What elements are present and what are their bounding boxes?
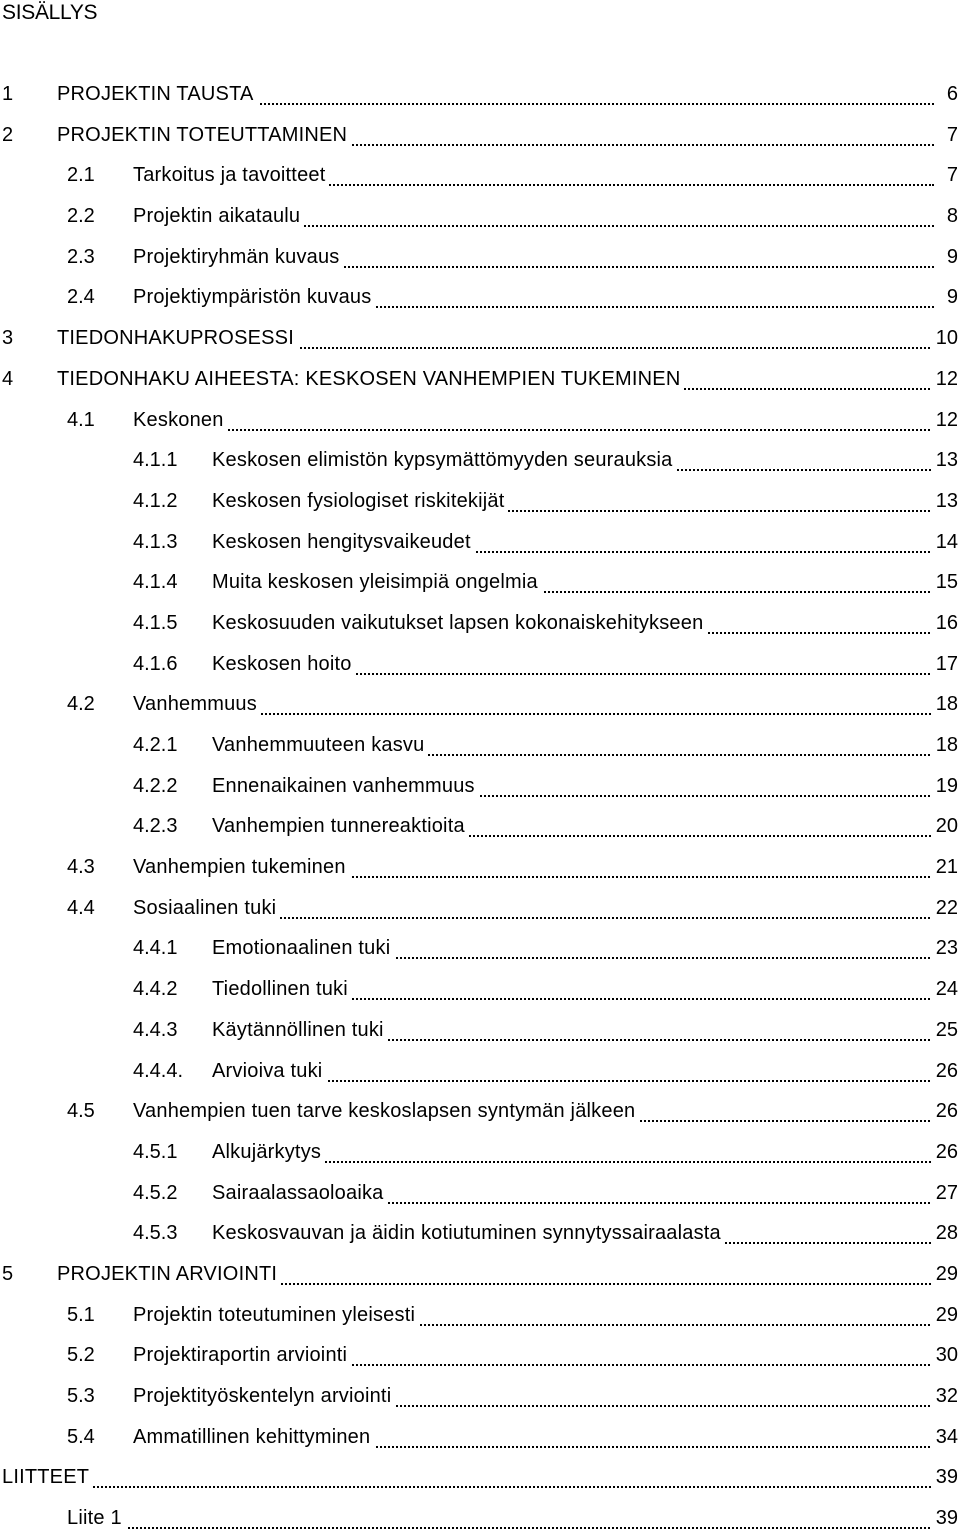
toc-entry-page-number: 22: [932, 896, 958, 920]
toc-entry-title: Arvioiva tuki: [212, 1059, 325, 1083]
toc-entry-page-number: 30: [932, 1343, 958, 1367]
toc-entry[interactable]: [0, 562, 960, 603]
toc-entry-title: Projektin aikataulu: [133, 204, 303, 228]
toc-entry-title: Vanhemmuuteen kasvu: [212, 733, 427, 757]
toc-entry-number: 4.4.4.: [133, 1059, 184, 1082]
toc-entry-page-number: 24: [932, 977, 958, 1001]
toc-entry-page-number: 18: [932, 692, 958, 716]
toc-entry-title: Projektin toteutuminen yleisesti: [133, 1303, 418, 1327]
toc-dot-leader: [636, 1118, 934, 1122]
toc-dot-leader: [322, 1159, 934, 1163]
toc-dot-leader: [277, 915, 934, 919]
toc-dot-leader: [347, 874, 934, 878]
toc-entry-page-number: 13: [932, 489, 958, 513]
toc-entry-page-number: 39: [932, 1506, 958, 1530]
toc-entry-number: 5.4: [67, 1425, 95, 1448]
toc-dot-leader: [472, 549, 934, 553]
toc-entry[interactable]: [0, 522, 960, 563]
toc-entry[interactable]: [0, 1051, 960, 1092]
toc-entry-title: Projektityöskentelyn arviointi: [133, 1384, 394, 1408]
toc-entry-number: 4.4.3: [133, 1018, 178, 1041]
toc-entry-number: 4.2: [67, 693, 95, 716]
toc-entry-page-number: 7: [943, 123, 958, 147]
toc-entry-title: Vanhempien tukeminen: [133, 855, 349, 879]
toc-entry[interactable]: [0, 603, 960, 644]
toc-entry-title: Alkujärkytys: [212, 1140, 324, 1164]
toc-entry-title: Projektiraportin arviointi: [133, 1343, 350, 1367]
toc-entry-number: 4.1.4: [133, 571, 178, 594]
toc-dot-leader: [385, 1037, 934, 1041]
toc-entry-title: PROJEKTIN ARVIOINTI: [57, 1262, 280, 1286]
toc-dot-leader: [258, 711, 934, 715]
toc-entry[interactable]: [0, 888, 960, 929]
toc-entry-page-number: 29: [932, 1303, 958, 1327]
toc-entry[interactable]: [0, 155, 960, 196]
toc-dot-leader: [505, 508, 934, 512]
toc-dot-leader: [348, 142, 934, 146]
toc-dot-leader: [123, 1525, 934, 1529]
toc-entry-page-number: 10: [932, 326, 958, 350]
toc-entry-title: Tarkoitus ja tavoitteet: [133, 163, 328, 187]
toc-entry-page-number: 9: [943, 285, 958, 309]
toc-entry[interactable]: [0, 1213, 960, 1254]
toc-dot-leader: [384, 1200, 934, 1204]
toc-entry-title: Projektiryhmän kuvaus: [133, 245, 343, 269]
toc-dot-leader: [476, 793, 934, 797]
toc-entry-number: 2.2: [67, 205, 95, 228]
toc-entry-page-number: 13: [932, 448, 958, 472]
toc-entry[interactable]: [0, 440, 960, 481]
toc-entry-title: TIEDONHAKU AIHEESTA: KESKOSEN VANHEMPIEN TUKEMINEN: [57, 367, 683, 391]
toc-entry-title: LIITTEET: [2, 1465, 92, 1489]
toc-entry-number: 4: [2, 367, 14, 390]
toc-entry-number: 5.3: [67, 1385, 95, 1407]
toc-entry-page-number: 20: [932, 814, 958, 838]
toc-dot-leader: [391, 955, 934, 959]
toc-entry-title: Projektiympäristön kuvaus: [133, 285, 374, 309]
toc-dot-leader: [348, 1362, 934, 1366]
toc-dot-leader: [371, 1444, 934, 1448]
toc-entry-page-number: 17: [932, 652, 958, 676]
toc-dot-leader: [349, 996, 934, 1000]
toc-entry-title: Sairaalassaoloaika: [212, 1181, 386, 1205]
toc-entry-title: Keskonen: [133, 408, 227, 432]
toc-entry-title: Sosiaalinen tuki: [133, 896, 279, 920]
toc-dot-leader: [704, 630, 934, 634]
toc-entry-title: Käytännöllinen tuki: [212, 1018, 387, 1042]
toc-entry-number: 4.1.5: [133, 611, 178, 634]
toc-entry[interactable]: [0, 806, 960, 847]
toc-entry-number: 5: [2, 1262, 14, 1285]
toc-entry-title: Keskosvauvan ja äidin kotiutuminen synnytyssairaalasta: [212, 1221, 724, 1245]
toc-entry-page-number: 16: [932, 611, 958, 635]
toc-dot-leader: [425, 752, 934, 756]
toc-entry[interactable]: [0, 1010, 960, 1051]
toc-entry-title: Ammatillinen kehittyminen: [133, 1425, 373, 1449]
toc-entry-number: 4.1.6: [133, 652, 178, 675]
toc-entry[interactable]: [0, 1173, 960, 1214]
toc-entry-page-number: 26: [932, 1140, 958, 1164]
toc-dot-leader: [681, 386, 934, 390]
toc-dot-leader: [326, 182, 934, 186]
page-title: SISÄLLYS: [2, 1, 98, 24]
toc-entry-number: 3: [2, 327, 14, 350]
toc-entry-number: 4.4.1: [133, 937, 178, 960]
toc-entry[interactable]: [0, 684, 960, 725]
toc-dot-leader: [539, 589, 934, 593]
toc-entry-number: 4.5.2: [133, 1181, 178, 1204]
toc-entry-number: 4.1.2: [133, 489, 178, 512]
toc-entry-page-number: 7: [943, 163, 958, 187]
toc-entry-number: 2.4: [67, 286, 95, 309]
toc-entry-title: Keskosen elimistön kypsymättömyyden seurauksia: [212, 448, 676, 472]
toc-dot-leader: [466, 833, 934, 837]
toc-entry-title: Vanhempien tunnereaktioita: [212, 814, 468, 838]
toc-entry-number: 4.2.3: [133, 815, 178, 838]
toc-entry-number: 4.5.1: [133, 1140, 178, 1163]
toc-entry[interactable]: [0, 359, 960, 400]
toc-entry-number: 5.2: [67, 1344, 95, 1367]
toc-entry-number: 4.4: [67, 896, 95, 919]
toc-entry[interactable]: [0, 277, 960, 318]
toc-entry-page-number: 34: [932, 1425, 958, 1449]
toc-entry-number: 2: [2, 123, 14, 146]
toc-entry-page-number: 39: [932, 1465, 958, 1489]
toc-entry-page-number: 25: [932, 1018, 958, 1042]
toc-entry[interactable]: [0, 1417, 960, 1458]
toc-entry-page-number: 23: [932, 936, 958, 960]
toc-entry-title: Muita keskosen yleisimpiä ongelmia: [212, 570, 541, 594]
toc-entry[interactable]: [0, 400, 960, 441]
toc-dot-leader: [323, 1078, 934, 1082]
toc-entry-number: 4.1: [67, 408, 95, 431]
toc-entry-page-number: 28: [932, 1221, 958, 1245]
toc-entry-number: 4.4.2: [133, 978, 178, 1001]
toc-entry-page-number: 29: [932, 1262, 958, 1286]
toc-entry-number: 4.5.3: [133, 1222, 178, 1245]
toc-entry-page-number: 6: [943, 82, 958, 106]
toc-entry-title: Emotionaalinen tuki: [212, 936, 393, 960]
toc-dot-leader: [225, 427, 934, 431]
toc-entry-page-number: 12: [932, 367, 958, 391]
toc-entry-title: Keskosen fysiologiset riskitekijät: [212, 489, 507, 513]
toc-entry[interactable]: [0, 1295, 960, 1336]
toc-entry-title: Keskosuuden vaikutukset lapsen kokonaiskehitykseen: [212, 611, 706, 635]
toc-entry[interactable]: [0, 928, 960, 969]
toc-entry-title: Keskosen hengitysvaikeudet: [212, 530, 474, 554]
toc-entry-page-number: 12: [932, 408, 958, 432]
toc-entry-number: 4.1.1: [133, 449, 178, 472]
toc-entry-title: Liite 1: [67, 1506, 125, 1530]
toc-entry[interactable]: [0, 847, 960, 888]
toc-entry[interactable]: [0, 644, 960, 685]
toc-entry-number: 4.1.3: [133, 530, 178, 553]
toc-entry[interactable]: [0, 1335, 960, 1376]
toc-entry[interactable]: [0, 237, 960, 278]
table-of-contents: [0, 74, 960, 1539]
toc-entry-page-number: 19: [932, 774, 958, 798]
toc-entry-title: Tiedollinen tuki: [212, 977, 351, 1001]
toc-dot-leader: [90, 1484, 934, 1488]
toc-entry-page-number: 15: [932, 570, 958, 594]
toc-entry-page-number: 18: [932, 733, 958, 757]
toc-entry-number: 5.1: [67, 1303, 95, 1326]
toc-entry-page-number: 9: [943, 245, 958, 269]
toc-dot-leader: [722, 1240, 934, 1244]
toc-entry[interactable]: [0, 1254, 960, 1295]
toc-dot-leader: [255, 101, 934, 105]
toc-entry[interactable]: [0, 1457, 960, 1498]
toc-entry-title: Keskosen hoito: [212, 652, 355, 676]
toc-dot-leader: [353, 671, 934, 675]
toc-entry-title: TIEDONHAKUPROSESSI: [57, 326, 297, 350]
toc-dot-leader: [301, 223, 934, 227]
toc-entry[interactable]: [0, 115, 960, 156]
toc-entry[interactable]: [0, 1498, 960, 1539]
toc-entry[interactable]: [0, 1091, 960, 1132]
toc-dot-leader: [416, 1322, 934, 1326]
toc-entry-page-number: 26: [932, 1099, 958, 1123]
toc-dot-leader: [372, 304, 934, 308]
toc-dot-leader: [341, 264, 934, 268]
toc-dot-leader: [295, 345, 934, 349]
toc-entry[interactable]: [0, 74, 960, 115]
toc-entry-number: 4.5: [67, 1100, 95, 1123]
toc-entry[interactable]: [0, 318, 960, 359]
toc-entry[interactable]: [0, 1376, 960, 1417]
toc-dot-leader: [278, 1281, 934, 1285]
toc-entry-title: PROJEKTIN TOTEUTTAMINEN: [57, 123, 350, 147]
toc-entry[interactable]: [0, 196, 960, 237]
toc-entry-number: 2.1: [67, 164, 95, 187]
toc-entry-page-number: 32: [932, 1384, 958, 1408]
toc-entry[interactable]: [0, 766, 960, 807]
toc-entry-number: 4.2.1: [133, 734, 178, 756]
toc-entry-number: 4.3: [67, 856, 95, 879]
toc-entry-page-number: 26: [932, 1059, 958, 1083]
toc-entry-page-number: 27: [932, 1181, 958, 1205]
toc-entry-number: 1: [2, 83, 14, 105]
toc-dot-leader: [674, 467, 934, 471]
toc-entry-number: 2.3: [67, 245, 95, 268]
toc-entry-title: Vanhempien tuen tarve keskoslapsen syntymän jälkeen: [133, 1099, 638, 1123]
toc-entry-title: Ennenaikainen vanhemmuus: [212, 774, 478, 798]
toc-entry[interactable]: [0, 725, 960, 766]
toc-dot-leader: [392, 1403, 934, 1407]
toc-entry-number: 4.2.2: [133, 774, 178, 797]
toc-entry[interactable]: [0, 969, 960, 1010]
toc-entry[interactable]: [0, 481, 960, 522]
toc-entry-title: PROJEKTIN TAUSTA: [57, 82, 257, 106]
toc-entry-page-number: 21: [932, 855, 958, 879]
toc-entry-page-number: 14: [932, 530, 958, 554]
toc-entry[interactable]: [0, 1132, 960, 1173]
toc-entry-title: Vanhemmuus: [133, 692, 260, 716]
toc-entry-page-number: 8: [943, 204, 958, 228]
